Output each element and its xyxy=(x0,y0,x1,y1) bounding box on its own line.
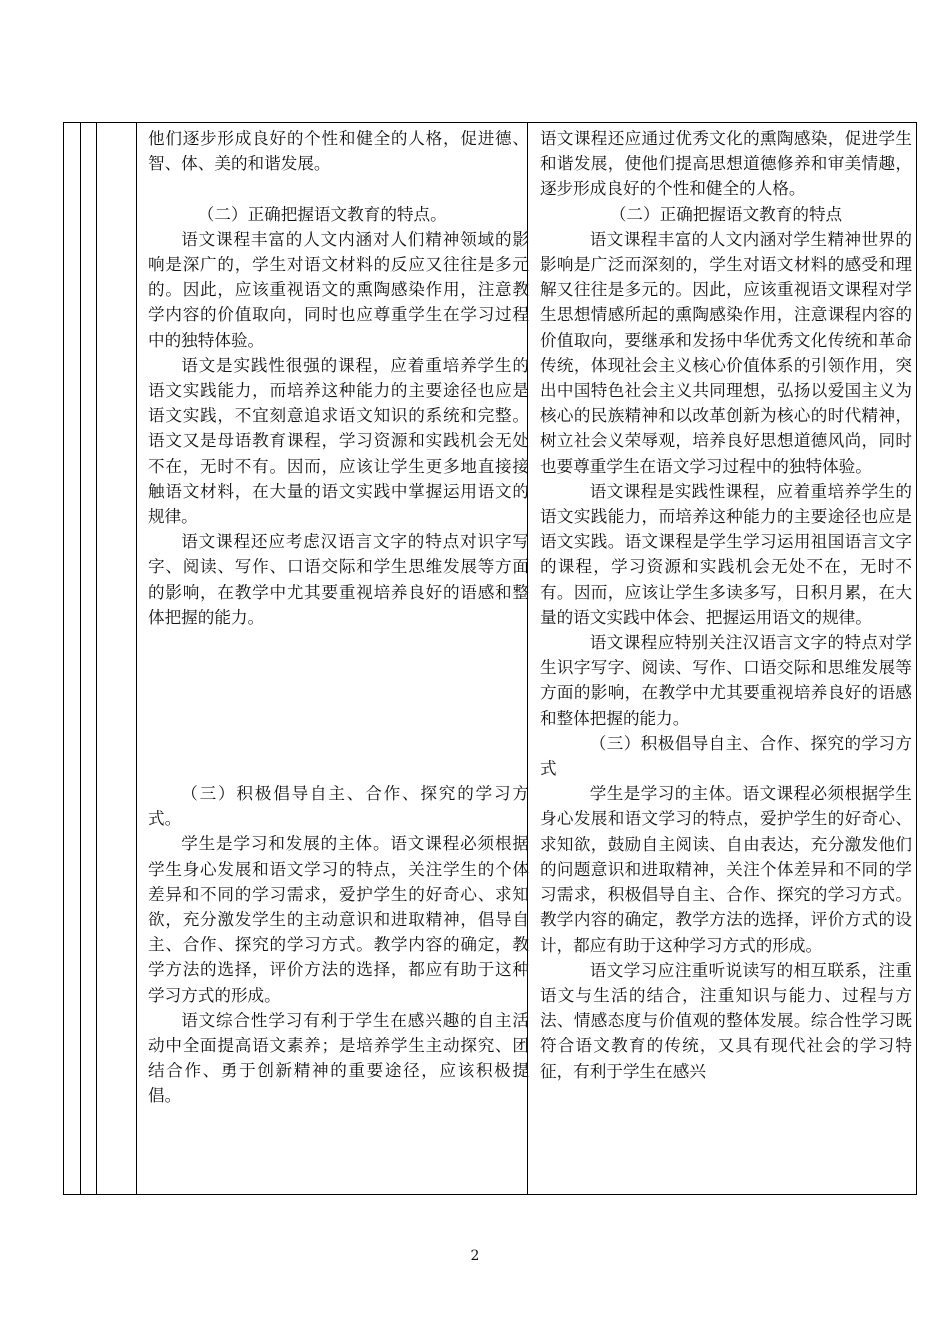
right-heading-2: （二）正确把握语文教育的特点 xyxy=(609,204,843,224)
left-paragraph-1: 他们逐步形成良好的个性和健全的人格，促进德、智、体、美的和谐发展。 xyxy=(148,129,529,174)
new-standard-column xyxy=(536,123,916,1084)
column-divider-3 xyxy=(136,123,137,1194)
comparison-table xyxy=(63,122,917,1195)
left-heading-2: （二）正确把握语文教育的特点。 xyxy=(197,204,447,224)
right-paragraph-2: 语文课程丰富的人文内涵对学生精神世界的影响是广泛而深刻的，学生对语文材料的感受和理解又往往是多元的。因此，应该重视语文课程对学生思想情感所起的熏陶感染作用，注意课程内容的价值取向，要继承和发扬中华优秀文化传统和革命传统，体现社会主义核心价值体系的引领作用，突出中国特色社会主义共同理想，弘扬以爱国主义为核心的民族精神和以改革创新为核心的时代精神，树立社会义荣辱观，培养良好思想道德风尚，同时也要尊重学生在语文学习过程中的独特体验。 xyxy=(540,229,912,476)
right-paragraph-4: 语文课程应特别关注汉语言文字的特点对学生识字写字、阅读、写作、口语交际和思维发展等方面的影响，在教学中尤其要重视培养良好的语感和整体把握的能力。 xyxy=(540,633,912,728)
page-number: 2 xyxy=(470,1248,480,1264)
left-paragraph-2: 语文课程丰富的人文内涵对人们精神领域的影响是深广的，学生对语文材料的反应又往往是多元的。因此，应该重视语文的熏陶感染作用，注意教学内容的价值取向，同时也应尊重学生在学习过程中的独特体验。 xyxy=(148,229,529,350)
right-paragraph-1: 语文课程还应通过优秀文化的熏陶感染，促进学生和谐发展，使他们提高思想道德修养和审美情趣，逐步形成良好的个性和健全的人格。 xyxy=(540,129,912,199)
old-standard-column xyxy=(144,123,533,1109)
right-paragraph-3: 语文课程是实践性课程，应着重培养学生的语文实践能力，而培养这种能力的主要途径也应是语文实践。语文课程是学生学习运用祖国语言文字的课程，学习资源和实践机会无处不在，无时不有。因而，应该让学生多读多写，日积月累，在大量的语文实践中体会、把握运用语文的规律。 xyxy=(540,481,912,627)
column-divider-2 xyxy=(96,123,97,1194)
left-paragraph-3: 语文是实践性很强的课程，应着重培养学生的语文实践能力，而培养这种能力的主要途径也应是语文实践，不宜刻意追求语文知识的系统和完整。语文又是母语教育课程，学习资源和实践机会无处不在，无时不有。因而，应该让学生更多地直接接触语文材料，在大量的语文实践中掌握运用语文的规律。 xyxy=(148,355,529,527)
left-paragraph-5: 学生是学习和发展的主体。语文课程必须根据学生身心发展和语文学习的特点，关注学生的个体差异和不同的学习需求，爱护学生的好奇心、求知欲，充分激发学生的主动意识和进取精神，倡导自主、合作、探究的学习方式。教学内容的确定，教学方法的选择，评价方法的选择，都应有助于这种学习方式的形成。 xyxy=(148,834,529,1005)
left-heading-3: （三）积极倡导自主、合作、探究的学习方式。 xyxy=(148,784,529,829)
right-paragraph-5: 学生是学习的主体。语文课程必须根据学生身心发展和语文学习的特点，爱护学生的好奇心、求知欲，鼓励自主阅读、自由表达，充分激发他们的问题意识和进取精神，关注个体差异和不同的学习需求，积极倡导自主、合作、探究的学习方式。教学内容的确定，教学方法的选择，评价方式的设计，都应有助于这种学习方式的形成。 xyxy=(540,784,912,955)
left-paragraph-6: 语文综合性学习有利于学生在感兴趣的自主活动中全面提高语文素养；是培养学生主动探究、团结合作、勇于创新精神的重要途径，应该积极提倡。 xyxy=(148,1010,529,1106)
column-divider-1 xyxy=(80,123,81,1194)
right-paragraph-6: 语文学习应注重听说读写的相互联系，注重语文与生活的结合，注重知识与能力、过程与方法、情感态度与价值观的整体发展。综合性学习既符合语文教育的传统，又具有现代社会的学习特征，有利于学生在感兴 xyxy=(540,960,912,1081)
left-paragraph-4: 语文课程还应考虑汉语言文字的特点对识字写字、阅读、写作、口语交际和学生思维发展等方面的影响，在教学中尤其要重视培养良好的语感和整体把握的能力。 xyxy=(148,532,529,627)
right-heading-3: （三）积极倡导自主、合作、探究的学习方式 xyxy=(540,733,912,779)
